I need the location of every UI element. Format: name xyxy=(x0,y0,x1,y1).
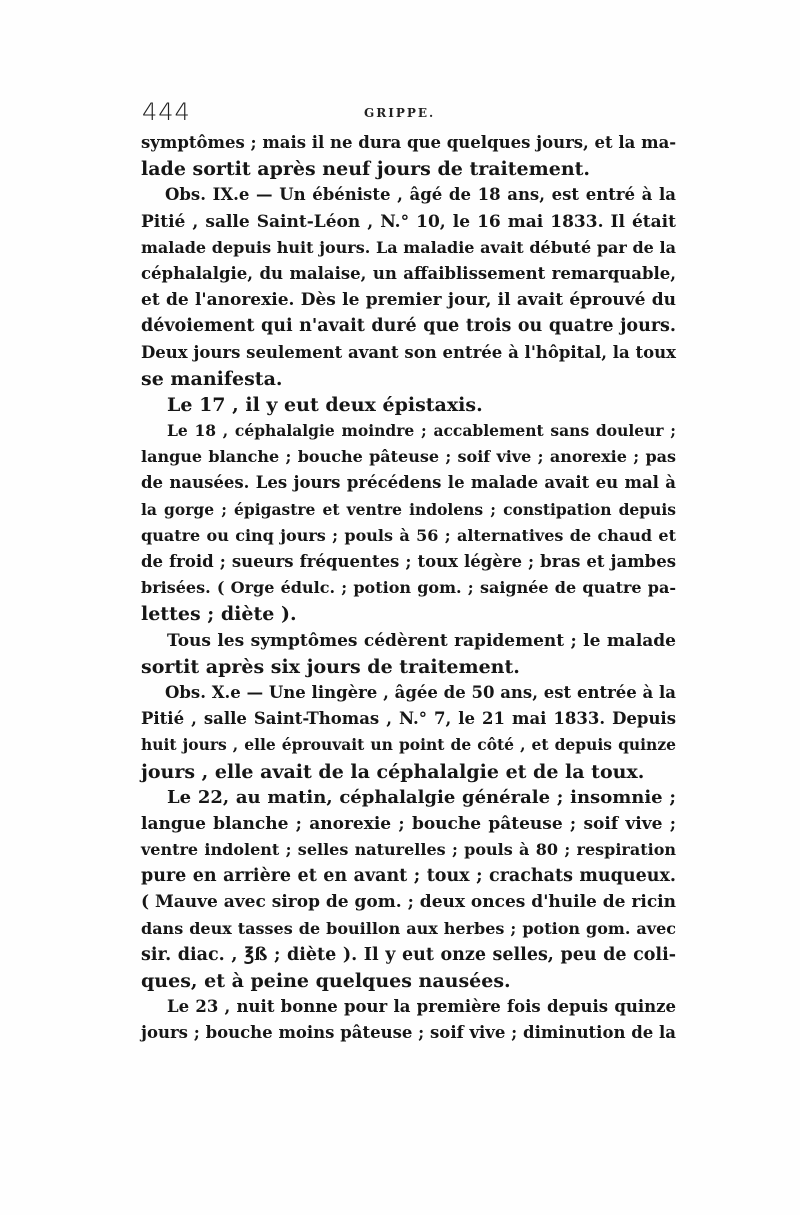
running-head: GRIPPE. xyxy=(364,106,436,120)
body-text xyxy=(141,130,676,1047)
text-line: de nausées. Les jours précédens le malade avait eu mal à xyxy=(141,473,676,493)
text-line: Pitié , salle Saint-Léon , N.° 10, le 16 mai 1833. Il était xyxy=(141,211,676,232)
text-line: Le 18 , céphalalgie moindre ; accablement sans douleur ; xyxy=(167,421,676,441)
text-line: la gorge ; épigastre et ventre indolens ; constipation depuis xyxy=(141,499,676,519)
text-line: langue blanche ; anorexie ; bouche pâteuse ; soif vive ; xyxy=(141,813,676,834)
text-line: brisées. ( Orge édulc. ; potion gom. ; saignée de quatre pa- xyxy=(141,578,676,598)
page-number: 444 xyxy=(142,98,191,126)
text-line: ventre indolent ; selles naturelles ; pouls à 80 ; respiration xyxy=(141,840,676,860)
text-line: dévoiement qui n'avait duré que trois ou quatre jours. xyxy=(141,316,676,337)
text-line: Deux jours seulement avant son entrée à l'hôpital, la toux xyxy=(141,342,676,362)
text-line: Obs. IX.e — Un ébéniste , âgé de 18 ans, est entré à la xyxy=(165,185,676,205)
text-line: ( Mauve avec sirop de gom. ; deux onces d'huile de ricin xyxy=(141,892,676,913)
text-line: langue blanche ; bouche pâteuse ; soif vive ; anorexie ; pas xyxy=(141,447,676,467)
text-line: Tous les symptômes cédèrent rapidement ; le malade xyxy=(167,630,676,651)
page-header xyxy=(142,98,672,128)
text-line: quatre ou cinq jours ; pouls à 56 ; alternatives de chaud et xyxy=(141,525,676,545)
text-line: sir. diac. , ℥ß ; diète ). Il y eut onze selles, peu de coli- xyxy=(141,944,676,965)
text-line: jours , elle avait de la céphalalgie et de la toux. xyxy=(141,760,645,783)
text-line: symptômes ; mais il ne dura que quelques jours, et la ma- xyxy=(141,133,677,152)
text-line: Obs. X.e — Une lingère , âgée de 50 ans, est entrée à la xyxy=(165,682,676,702)
text-line: céphalalgie, du malaise, un affaiblissement remarquable, xyxy=(141,263,676,283)
text-line: Le 22, au matin, céphalalgie générale ; insomnie ; xyxy=(167,786,676,808)
text-line: de froid ; sueurs fréquentes ; toux légère ; bras et jambes xyxy=(141,552,676,571)
text-line: ques, et à peine quelques nausées. xyxy=(141,970,511,992)
text-line: lade sortit après neuf jours de traitement. xyxy=(141,158,591,181)
text-line: Le 23 , nuit bonne pour la première fois depuis quinze xyxy=(167,997,676,1017)
text-line: Le 17 , il y eut deux épistaxis. xyxy=(167,393,483,416)
text-line: malade depuis huit jours. La maladie avait débuté par de la xyxy=(141,237,676,257)
text-line: jours ; bouche moins pâteuse ; soif vive ; diminution de la xyxy=(141,1023,676,1043)
text-line: dans deux tasses de bouillon aux herbes ; potion gom. avec xyxy=(141,918,676,938)
text-line: Pitié , salle Saint-Thomas , N.° 7, le 21 mai 1833. Depuis xyxy=(141,709,676,729)
text-line: se manifesta. xyxy=(141,367,283,390)
text-line: sortit après six jours de traitement. xyxy=(141,655,520,678)
text-line: lettes ; diète ). xyxy=(141,603,297,626)
text-line: pure en arrière et en avant ; toux ; crachats muqueux. xyxy=(141,866,676,887)
text-line: et de l'anorexie. Dès le premier jour, il avait éprouvé du xyxy=(141,290,676,311)
text-line: huit jours , elle éprouvait un point de côté , et depuis quinze xyxy=(141,735,676,755)
